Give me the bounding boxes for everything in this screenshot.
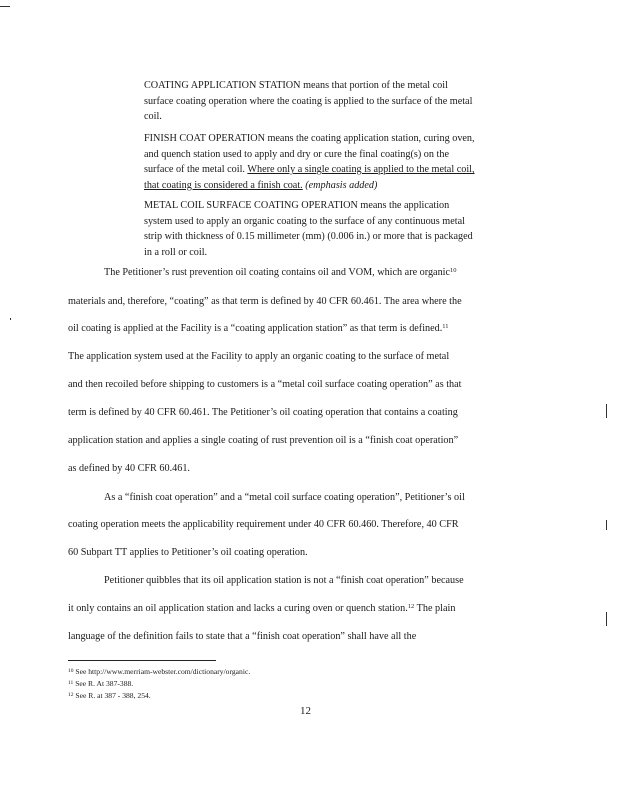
- body-line: language of the definition fails to state that a “finish coat operation” shall have all the: [68, 631, 417, 642]
- definition-line: METAL COIL SURFACE COATING OPERATION means the application: [144, 200, 450, 211]
- body-line: 60 Subpart TT applies to Petitioner’s oil coating operation.: [68, 547, 308, 558]
- definition-line: surface coating operation where the coating is applied to the surface of the metal: [144, 95, 473, 107]
- definition-line: coil.: [144, 111, 162, 123]
- definition-metal-coil-surface-coating-operation: [144, 198, 544, 260]
- footnote: $^{12}$ See R. at 387 - 388, 254.: [68, 691, 151, 700]
- body-line: The application system used at the Facility to apply an organic coating to the surface of metal: [68, 351, 450, 362]
- scan-artifact: [10, 318, 11, 320]
- body-line: oil coating is applied at the Facility is a “coating application station” as that term is defined.$^{11}$: [68, 323, 449, 334]
- underlined-text: Where only a single coating is applied to the metal coil,: [247, 164, 475, 176]
- definition-line: COATING APPLICATION STATION means that portion of the metal coil: [144, 80, 448, 91]
- underlined-text: that coating is considered a finish coat.: [144, 179, 303, 191]
- definition-line: FINISH COAT OPERATION means the coating application station, curing oven,: [144, 133, 475, 144]
- scan-artifact: [606, 404, 607, 418]
- scan-artifact: [0, 6, 10, 7]
- definition-coating-application-station: [144, 78, 544, 125]
- footnote-ref: 12: [407, 603, 415, 610]
- body-line: and then recoiled before shipping to customers is a “metal coil surface coating operation” as that: [68, 379, 462, 390]
- body-line: The Petitioner’s rust prevention oil coating contains oil and VOM, which are organic$^{10}$: [104, 267, 457, 278]
- definition-line: in a roll or coil.: [144, 246, 208, 258]
- body-line: application station and applies a single coating of rust prevention oil is a “finish coat operation”: [68, 435, 459, 446]
- body-line: materials and, therefore, “coating” as that term is defined by 40 CFR 60.461. The area where the: [68, 296, 462, 307]
- definition-finish-coat-operation: [144, 131, 544, 193]
- body-line: as defined by 40 CFR 60.461.: [68, 463, 190, 474]
- scan-artifact: [606, 612, 607, 626]
- footnote-ref: 10: [450, 267, 457, 274]
- body-line: it only contains an oil application station and lacks a curing oven or quench station.$^{12}$ The plain: [68, 603, 456, 614]
- body-line: term is defined by 40 CFR 60.461. The Petitioner’s oil coating operation that contains a coating: [68, 407, 458, 418]
- footnote-divider: [68, 660, 216, 661]
- emphasis-note: (emphasis added): [305, 179, 378, 191]
- footnote: $^{10}$ See http://www.merriam-webster.com/dictionary/organic.: [68, 667, 251, 676]
- definition-line: system used to apply an organic coating to the surface of any continuous metal: [144, 215, 465, 227]
- body-line: coating operation meets the applicability requirement under 40 CFR 60.460. Therefore, 40 CFR: [68, 519, 459, 530]
- definition-line: and quench station used to apply and dry or cure the final coating(s) on the: [144, 148, 449, 160]
- body-line: Petitioner quibbles that its oil application station is not a “finish coat operation” because: [104, 575, 464, 586]
- page-number: 12: [300, 705, 311, 717]
- footnote: $^{11}$ See R. At 387-388.: [68, 679, 134, 688]
- body-line: As a “finish coat operation” and a “metal coil surface coating operation”, Petitioner’s oil: [104, 492, 465, 503]
- definition-line: surface of the metal coil. Where only a single coating is applied to the metal coil,: [144, 164, 475, 176]
- definition-line: strip with thickness of 0.15 millimeter (mm) (0.006 in.) or more that is packaged: [144, 231, 473, 243]
- definition-line: [144, 178, 544, 194]
- scan-artifact: [606, 520, 607, 530]
- footnote-ref: 11: [442, 323, 449, 330]
